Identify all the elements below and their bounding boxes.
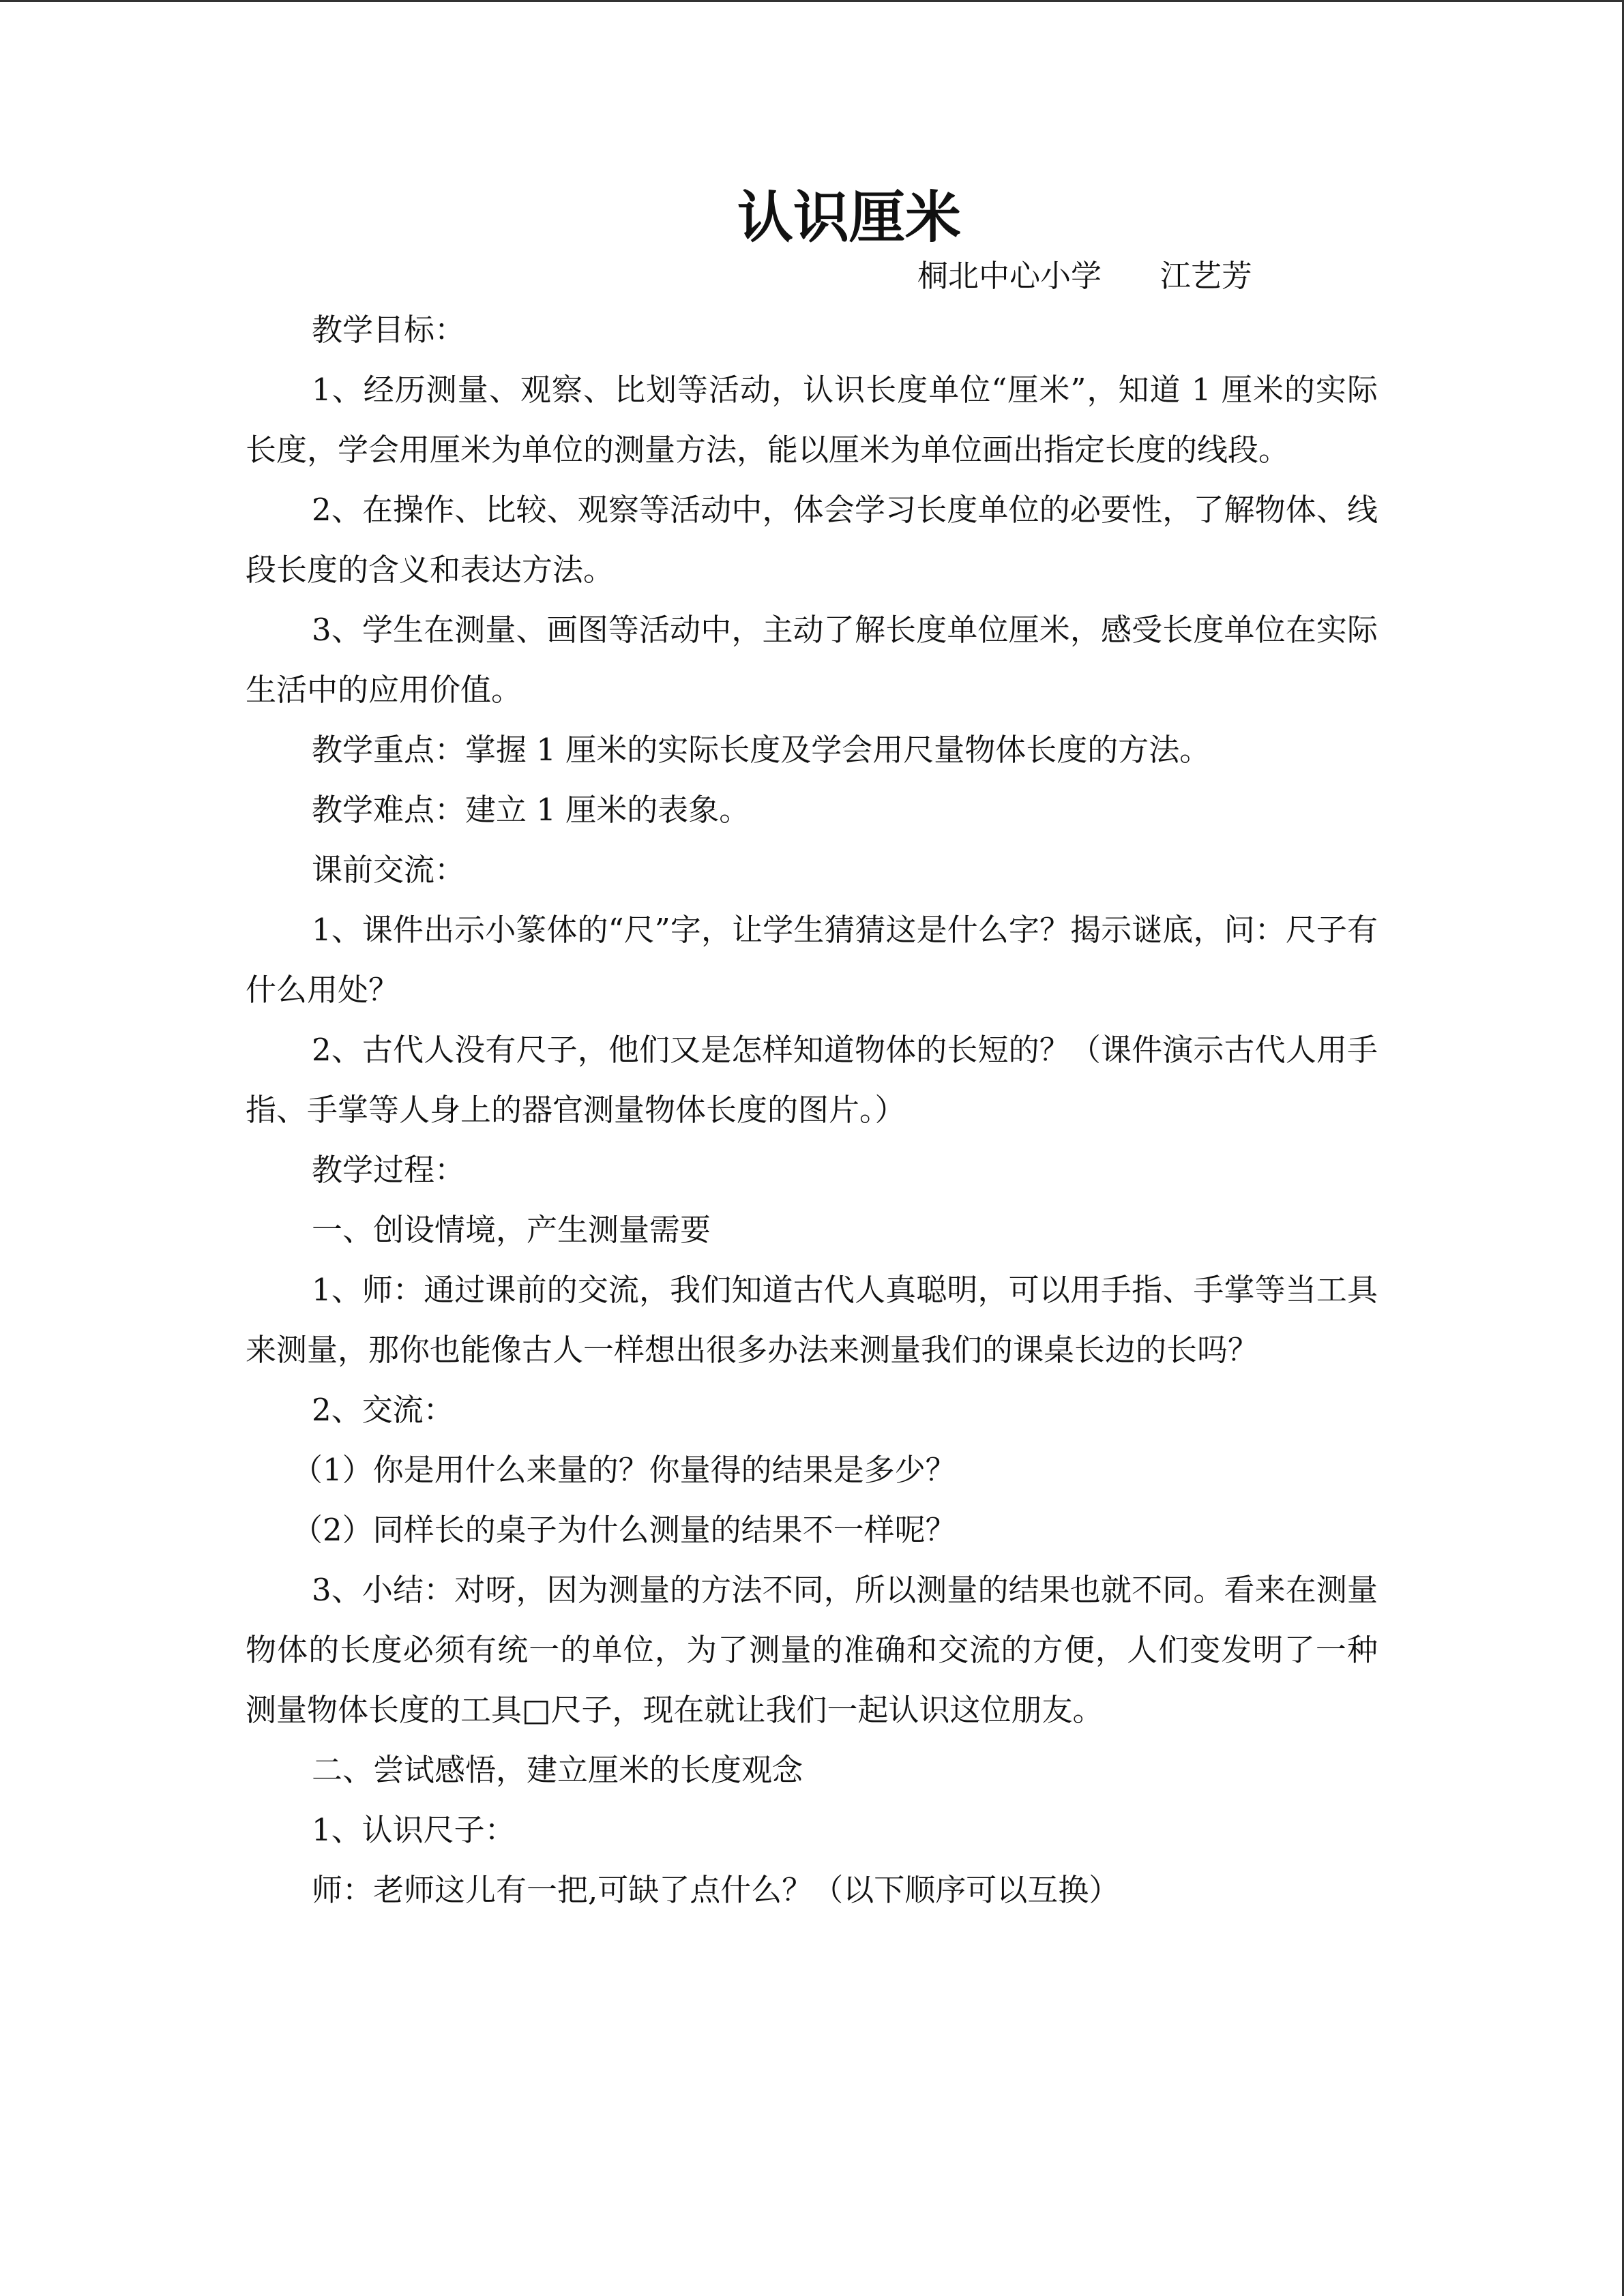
- paragraph: 2、在操作、比较、观察等活动中，体会学习长度单位的必要性，了解物体、线段长度的含义和表达方法。: [246, 492, 1378, 588]
- paragraph: 教学难点：建立 1 厘米的表象。: [312, 792, 750, 828]
- paragraph: （2）同样长的桌子为什么测量的结果不一样呢？: [292, 1512, 956, 1548]
- paragraph: 教学重点：掌握 1 厘米的实际长度及学会用尺量物体长度的方法。: [312, 732, 1211, 768]
- paragraph: 师：老师这儿有一把,可缺了点什么？（以下顺序可以互换）: [312, 1872, 1120, 1908]
- page-top-border: [0, 0, 1624, 2]
- document-title: 认识厘米: [737, 185, 961, 250]
- paragraph: 3、学生在测量、画图等活动中，主动了解长度单位厘米，感受长度单位在实际生活中的应用价值。: [246, 612, 1378, 708]
- paragraph: 二、尝试感悟，建立厘米的长度观念: [312, 1752, 803, 1788]
- paragraph: 1、认识尺子：: [312, 1812, 516, 1848]
- document-body: [246, 170, 1378, 1920]
- paragraph: 1、课件出示小篆体的“尺”字，让学生猜猜这是什么字？揭示谜底，问：尺子有什么用处？: [246, 912, 1378, 1008]
- paragraph: 3、小结：对呀，因为测量的方法不同，所以测量的结果也就不同。看来在测量物体的长度必须有统一的单位，为了测量的准确和交流的方便，人们变发明了一种测量物体长度的工具□尺子，现在就让我们一起认识这位朋友。: [246, 1572, 1378, 1728]
- paragraph: 2、古代人没有尺子，他们又是怎样知道物体的长短的？（课件演示古代人用手指、手掌等人身上的器官测量物体长度的图片。）: [246, 1032, 1378, 1128]
- paragraph: 课前交流：: [312, 852, 466, 888]
- paragraph: 教学过程：: [312, 1152, 466, 1188]
- paragraph: 2、交流：: [312, 1392, 454, 1428]
- author-line: 桐北中心小学 江艺芳: [917, 258, 1252, 294]
- paragraph: 一、创设情境，产生测量需要: [312, 1212, 711, 1248]
- paragraph: 1、师：通过课前的交流，我们知道古代人真聪明，可以用手指、手掌等当工具来测量，那你也能像古人一样想出很多办法来测量我们的课桌长边的长吗？: [246, 1272, 1378, 1368]
- paragraph: （1）你是用什么来量的？你量得的结果是多少？: [292, 1452, 956, 1488]
- paragraph: 教学目标：: [312, 312, 466, 348]
- paragraph: 1、经历测量、观察、比划等活动，认识长度单位“厘米”，知道 1 厘米的实际长度，学会用厘米为单位的测量方法，能以厘米为单位画出指定长度的线段。: [246, 372, 1378, 468]
